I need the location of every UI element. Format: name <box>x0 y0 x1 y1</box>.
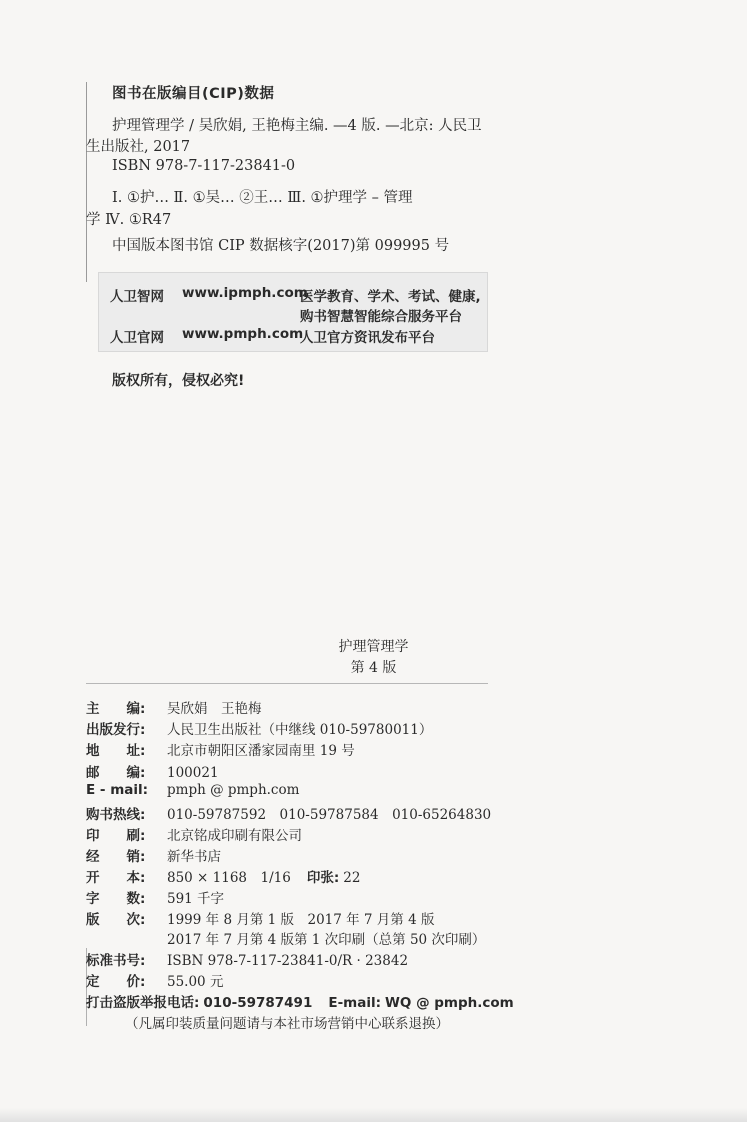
edition-value-1: 1999 年 8 月第 1 版 2017 年 7 月第 4 版 <box>167 912 435 928</box>
distributor-value: 新华书店 <box>167 849 221 865</box>
format-row <box>86 866 360 886</box>
site-desc-ipmph-1: 医学教育、学术、考试、健康, <box>300 289 481 305</box>
stdno-label: 标准书号: <box>86 953 146 969</box>
publisher-label: 出版发行: <box>86 722 146 738</box>
words-label: 字 数: <box>86 891 146 907</box>
email-value[interactable]: pmph @ pmph.com <box>167 782 300 798</box>
distributor-label: 经 销: <box>86 849 146 865</box>
edition-row <box>86 908 434 928</box>
piracy-label: 打击盗版举报电话: <box>86 995 200 1011</box>
printer-label: 印 刷: <box>86 828 146 844</box>
distributor-row <box>86 845 221 865</box>
edition-row-2 <box>86 928 485 948</box>
site-name-ipmph: 人卫智网 <box>110 289 164 305</box>
site-url-pmph[interactable]: www.pmph.com <box>182 326 304 342</box>
postcode-row <box>86 761 219 781</box>
address-label: 地 址: <box>86 743 146 759</box>
editor-value: 吴欣娟 王艳梅 <box>167 701 262 717</box>
rights-notice: 版权所有，侵权必究! <box>112 373 245 389</box>
divider <box>86 683 488 684</box>
email-row <box>86 782 299 798</box>
price-value: 55.00 元 <box>167 974 224 990</box>
piracy-row <box>86 991 514 1011</box>
email-label: E - mail: <box>86 782 149 798</box>
quality-note: （凡属印装质量问题请与本社市场营销中心联系退换） <box>125 1016 449 1032</box>
printer-row <box>86 824 302 844</box>
edition-label: 版 次: <box>86 912 146 928</box>
words-value: 591 千字 <box>167 891 225 907</box>
publisher-value: 人民卫生出版社（中继线 010-59780011） <box>167 722 433 738</box>
book-title: 护理管理学 <box>338 639 409 655</box>
margin-rule-top <box>86 82 87 282</box>
editor-row <box>86 697 262 717</box>
site-desc-pmph: 人卫官方资讯发布平台 <box>300 330 435 346</box>
website-box <box>98 272 488 352</box>
piracy-phone: 010-59787491 <box>203 995 313 1011</box>
hotline-row <box>86 803 491 823</box>
edition-value-2: 2017 年 7 月第 4 版第 1 次印刷（总第 50 次印刷） <box>167 932 486 948</box>
cip-line-2: 生出版社, 2017 <box>86 139 191 155</box>
postcode-label: 邮 编: <box>86 765 146 781</box>
postcode-value: 100021 <box>167 765 219 781</box>
stdno-row <box>86 949 408 969</box>
site-name-pmph: 人卫官网 <box>110 330 164 346</box>
stdno-value: ISBN 978-7-117-23841-0/R · 23842 <box>167 953 409 969</box>
address-value: 北京市朝阳区潘家园南里 19 号 <box>167 743 355 759</box>
cip-number: 中国版本图书馆 CIP 数据核字(2017)第 099995 号 <box>112 238 450 254</box>
sheets-label: 印张: <box>306 870 340 886</box>
cip-line-1: 护理管理学 / 吴欣娟, 王艳梅主编. —4 版. —北京: 人民卫 <box>112 118 482 134</box>
cip-isbn: ISBN 978-7-117-23841-0 <box>112 158 296 174</box>
price-row <box>86 970 223 990</box>
cip-title: 图书在版编目(CIP)数据 <box>112 86 275 102</box>
book-edition: 第 4 版 <box>350 660 397 676</box>
editor-label: 主 编: <box>86 701 146 717</box>
format-value: 850 × 1168 1/16 <box>167 870 291 886</box>
piracy-email[interactable]: WQ @ pmph.com <box>385 995 514 1011</box>
publisher-row <box>86 718 432 738</box>
site-desc-ipmph-2: 购书智慧智能综合服务平台 <box>300 309 462 325</box>
site-url-ipmph[interactable]: www.ipmph.com <box>182 285 308 301</box>
sheets-value: 22 <box>343 870 361 886</box>
cip-class-line-2: 学 Ⅳ. ①R47 <box>86 212 172 228</box>
hotline-label: 购书热线: <box>86 807 146 823</box>
cip-class-line-1: Ⅰ. ①护… Ⅱ. ①吴… ②王… Ⅲ. ①护理学 – 管理 <box>112 190 413 206</box>
price-label: 定 价: <box>86 974 146 990</box>
printer-value: 北京铭成印刷有限公司 <box>167 828 302 844</box>
hotline-value: 010-59787592 010-59787584 010-65264830 <box>167 807 492 823</box>
words-row <box>86 887 224 907</box>
scan-shadow <box>0 1108 747 1122</box>
address-row <box>86 739 355 759</box>
format-label: 开 本: <box>86 870 146 886</box>
piracy-email-label: E-mail: <box>328 995 381 1011</box>
